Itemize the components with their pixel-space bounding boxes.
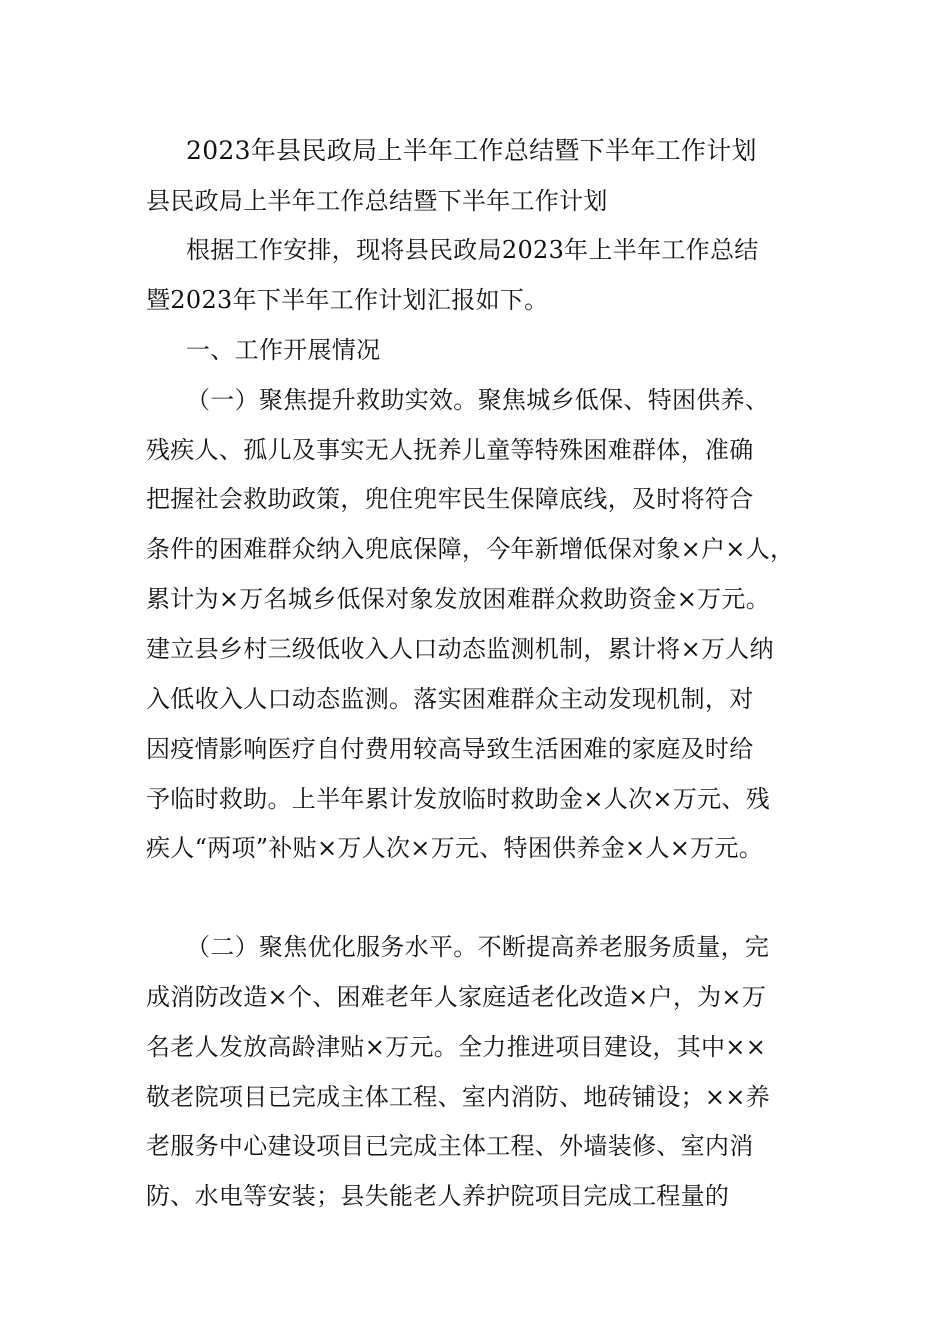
- document-title: 2023年县民政局上半年工作总结暨下半年工作计划: [186, 136, 757, 165]
- paragraph-line: 把握社会救助政策，兜住兜牢民生保障底线，及时将符合: [146, 485, 754, 513]
- paragraph-line: 名老人发放高龄津贴×万元。全力推进项目建设，其中××: [146, 1033, 767, 1061]
- paragraph-line: 条件的困难群众纳入兜底保障，今年新增低保对象×户×人，: [146, 535, 795, 563]
- paragraph-line: 予临时救助。上半年累计发放临时救助金×人次×万元、残: [146, 785, 771, 813]
- paragraph-line: 疾人“两项”补贴×万人次×万元、特困供养金×人×万元。: [146, 834, 764, 862]
- paragraph-line: 入低收入人口动态监测。落实困难群众主动发现机制，对: [146, 685, 754, 713]
- paragraph-line: 累计为×万名城乡低保对象发放困难群众救助资金×万元。: [146, 585, 771, 613]
- paragraph-line: （二）聚焦优化服务水平。不断提高养老服务质量，完: [186, 933, 770, 961]
- paragraph-line: 建立县乡村三级低收入人口动态监测机制，累计将×万人纳: [146, 635, 774, 663]
- intro-line: 根据工作安排，现将县民政局2023年上半年工作总结: [186, 236, 759, 264]
- paragraph-line: 残疾人、孤儿及事实无人抚养儿童等特殊困难群体，准确: [146, 436, 754, 464]
- section-heading: 一、工作开展情况: [186, 336, 381, 364]
- paragraph-line: 老服务中心建设项目已完成主体工程、外墙装修、室内消: [146, 1132, 754, 1160]
- paragraph-line: （一）聚焦提升救助实效。聚焦城乡低保、特困供养、: [186, 386, 770, 414]
- paragraph-line: 敬老院项目已完成主体工程、室内消防、地砖铺设；××养: [146, 1083, 771, 1111]
- paragraph-line: 因疫情影响医疗自付费用较高导致生活困难的家庭及时给: [146, 735, 754, 763]
- intro-line: 暨2023年下半年工作计划汇报如下。: [146, 286, 549, 314]
- document-subtitle: 县民政局上半年工作总结暨下半年工作计划: [146, 187, 608, 215]
- paragraph-line: 防、水电等安装；县失能老人养护院项目完成工程量的: [146, 1182, 730, 1210]
- paragraph-line: 成消防改造×个、困难老年人家庭适老化改造×户，为×万: [146, 983, 767, 1011]
